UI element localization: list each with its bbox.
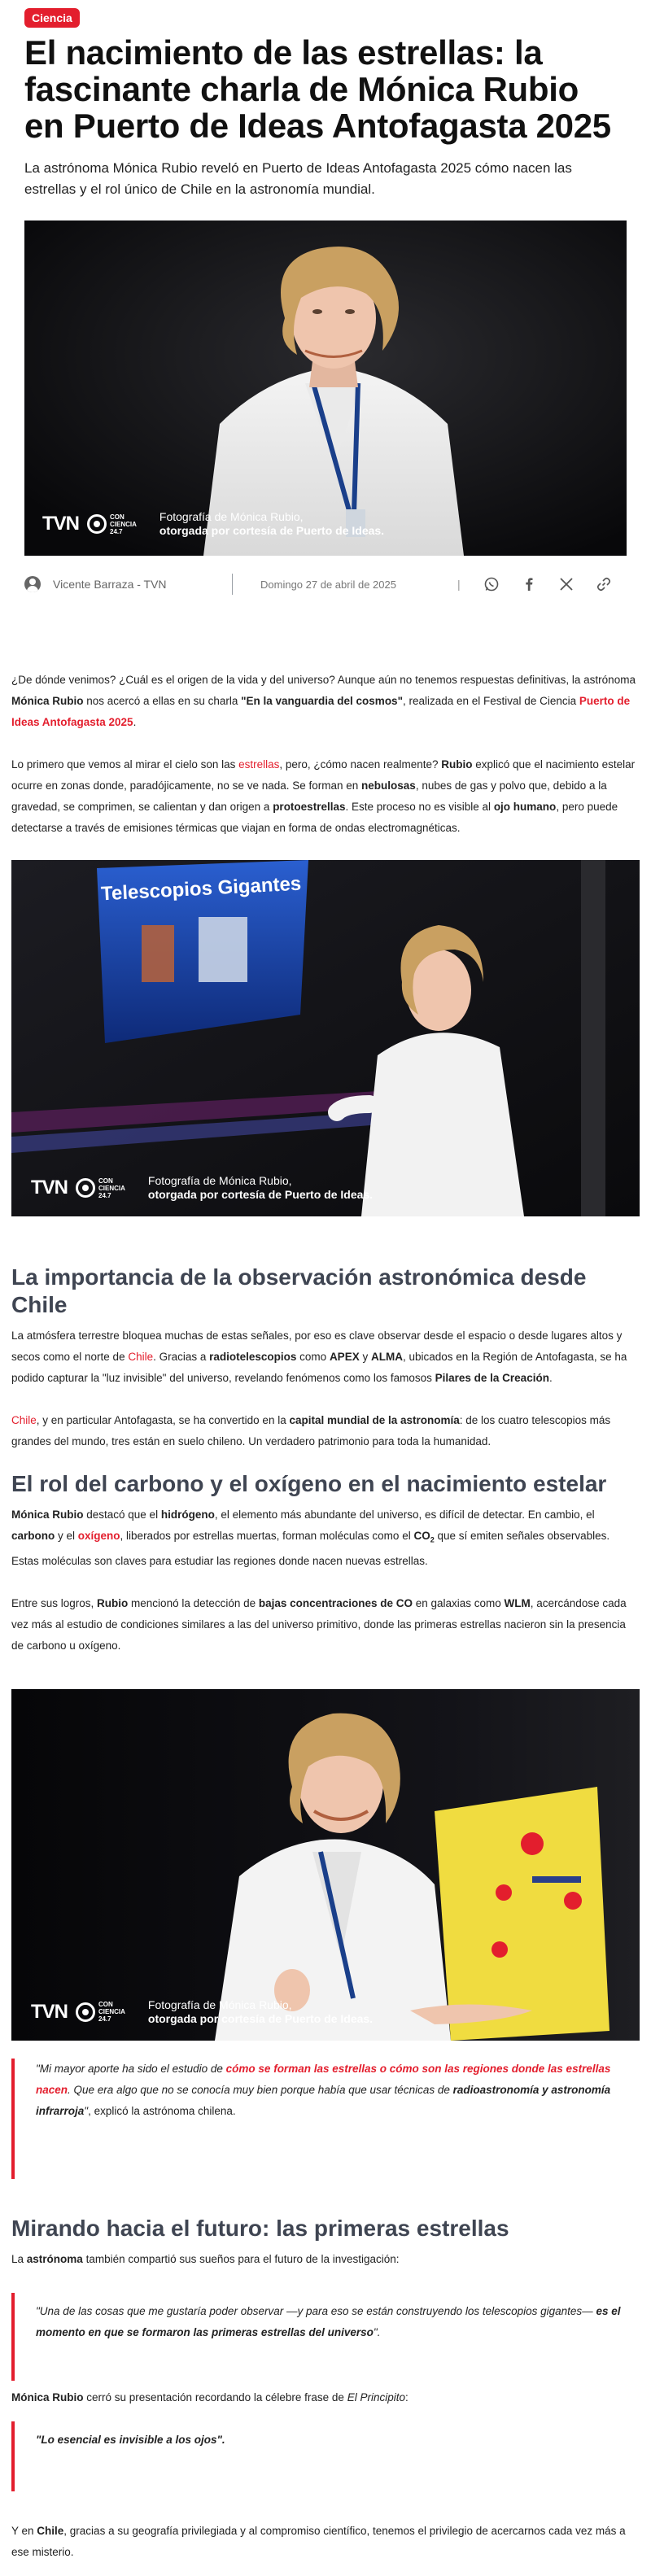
inline-link[interactable]: oxígeno (77, 1530, 120, 1542)
author-name[interactable]: Vicente Barraza - TVN (53, 578, 167, 591)
x-icon[interactable] (558, 576, 575, 592)
paragraph: Lo primero que vemos al mirar el cielo son las estrellas, pero, ¿cómo nacen realmente? Rubio explicó que el nacimiento estelar ocurre en zonas donde, paradójicamente, no se ve nada. Se forman en nebulosas, nubes de gas y polvo que, debido a la gravedad, se comprimen, se calientan y dan origen a protoestrellas. Este proceso no es visible al ojo humano, pero puede detectarse a través de emisiones térmicas que viajan en forma de ondas electromagnéticas. (11, 758, 636, 834)
conciencia-logo-text: CON CIENCIA 24.7 (110, 513, 137, 535)
conciencia-logo-text: CON CIENCIA 24.7 (98, 2001, 125, 2024)
article-lead: La astrónoma Mónica Rubio reveló en Puerto de Ideas Antofagasta 2025 cómo nacen las estrellas y el rol único de Chile en la astronomía mundial. (24, 160, 572, 197)
blockquote: "Una de las cosas que me gustaría poder observar —y para eso se están construyendo los telescopios gigantes— es el momento en que se formaron las primeras estrellas del universo". (11, 2293, 640, 2381)
conciencia-logo (76, 1177, 125, 1199)
byline (24, 572, 627, 596)
paragraph: La atmósfera terrestre bloquea muchas de estas señales, por eso es clave observar desde el espacio o desde lugares altos y secos como el norte de Chile. Gracias a radiotelescopios como APEX y ALMA, ubicados en la Región de Antofagasta, se ha podido capturar la "luz invisible" del universo, revelando fenómenos como los famosos Pilares de la Creación. (11, 1329, 627, 1384)
inline-link[interactable]: Chile (128, 1351, 154, 1363)
paragraph: ¿De dónde venimos? ¿Cuál es el origen de la vida y del universo? Aunque aún no tenemos respuestas definitivas, la astrónoma Mónica Rubio nos acercó a ellas en su charla "En la vanguardia del cosmos", realizada en el Festival de Ciencia Puerto de Ideas Antofagasta 2025. (11, 674, 636, 728)
screen-title: Telescopios Gigantes (100, 872, 302, 906)
photo-credit-text: Fotografía de Mónica Rubio, otorgada por cortesía de Puerto de Ideas. (159, 510, 385, 537)
photo-credit (31, 1174, 373, 1202)
paragraph: Entre sus logros, Rubio mencionó la detección de bajas concentraciones de CO en galaxias como WLM, acercándose cada vez más al estudio de condiciones similares a las del universo primitivo, donde las primeras estrellas nacieron sin la presencia de carbono u oxígeno. (11, 1596, 627, 1652)
paragraph: Y en Chile, gracias a su geografía privilegiada y al compromiso científico, tenemos el privilegio de acercarnos cada vez más a ese misterio. (11, 2524, 626, 2558)
paragraph: Mónica Rubio destacó que el hidrógeno, el elemento más abundante del universo, es difícil de detectar. En cambio, el carbono y el oxígeno, liberados por estrellas muertas, forman moléculas como el $CO_2$ que sí emiten señales observables. Estas moléculas son claves para estudiar las regiones donde nacen nuevas estrellas. (11, 1508, 610, 1567)
section-heading: La importancia de la observación astronómica desde Chile (11, 1264, 587, 1317)
share-buttons (483, 576, 612, 592)
author-avatar-icon (24, 576, 41, 592)
category-badge[interactable]: Ciencia (24, 8, 80, 28)
divider (232, 574, 233, 595)
article-image (11, 860, 640, 1216)
photo-credit-text: Fotografía de Mónica Rubio, otorgada por cortesía de Puerto de Ideas. (147, 1997, 374, 2025)
conciencia-icon (87, 514, 107, 534)
conciencia-logo (76, 2001, 125, 2023)
article-title: El nacimiento de las estrellas: la fascinante charla de Mónica Rubio en Puerto de Ideas Antofagasta 2025 (24, 33, 611, 145)
blockquote: "Mi mayor aporte ha sido el estudio de cómo se forman las estrellas o cómo son las regiones donde las estrellas nacen. Que era algo que no se conocía muy bien porque había que usar técnicas de radioastronomía y astronomía infrarroja", explicó la astrónoma chilena. (11, 2059, 640, 2179)
photo-credit (31, 1998, 373, 2026)
photo-credit (42, 510, 384, 538)
hero-photo-illustration (24, 220, 627, 556)
article-header (0, 0, 651, 200)
photo-credit-text: Fotografía de Mónica Rubio, otorgada por cortesía de Puerto de Ideas. (147, 1174, 374, 1201)
facebook-icon[interactable] (521, 576, 537, 592)
paragraph: La astrónoma también compartió sus sueños para el futuro de la investigación: (11, 2252, 400, 2265)
paragraph: Mónica Rubio cerró su presentación recordando la célebre frase de El Principito: (11, 2390, 409, 2404)
tvn-logo: TVN (42, 513, 79, 535)
hero-image (24, 220, 627, 556)
inline-link[interactable]: estrellas (238, 758, 280, 771)
section-heading: Mirando hacia el futuro: las primeras estrellas (11, 2215, 509, 2241)
festival-link[interactable]: Puerto de Ideas Antofagasta 2025 (11, 695, 631, 728)
conciencia-icon (76, 1178, 95, 1198)
speaker-photo-illustration (11, 1689, 640, 2041)
whatsapp-icon[interactable] (483, 576, 500, 592)
section-heading: El rol del carbono y el oxígeno en el nacimiento estelar (11, 1471, 607, 1496)
paragraph: Chile, y en particular Antofagasta, se ha convertido en la capital mundial de la astronomía: de los cuatro telescopios más grandes del mundo, tres están en suelo chileno. Un verdadero patrimonio para toda la humanidad. (11, 1414, 611, 1447)
divider: | (457, 578, 461, 591)
conciencia-logo (87, 513, 137, 535)
publish-date: Domingo 27 de abril de 2025 (260, 578, 396, 591)
link-icon[interactable] (596, 576, 612, 592)
tvn-logo: TVN (31, 2000, 68, 2023)
blockquote: "Lo esencial es invisible a los ojos". (11, 2421, 640, 2491)
inline-link[interactable]: Chile (11, 1414, 37, 1426)
article-image (11, 1689, 640, 2041)
tvn-logo: TVN (31, 1177, 68, 1198)
talk-photo-illustration (11, 860, 640, 1216)
conciencia-logo-text: CON CIENCIA 24.7 (98, 1177, 125, 1199)
conciencia-icon (76, 2002, 95, 2022)
article-body (0, 670, 651, 2563)
